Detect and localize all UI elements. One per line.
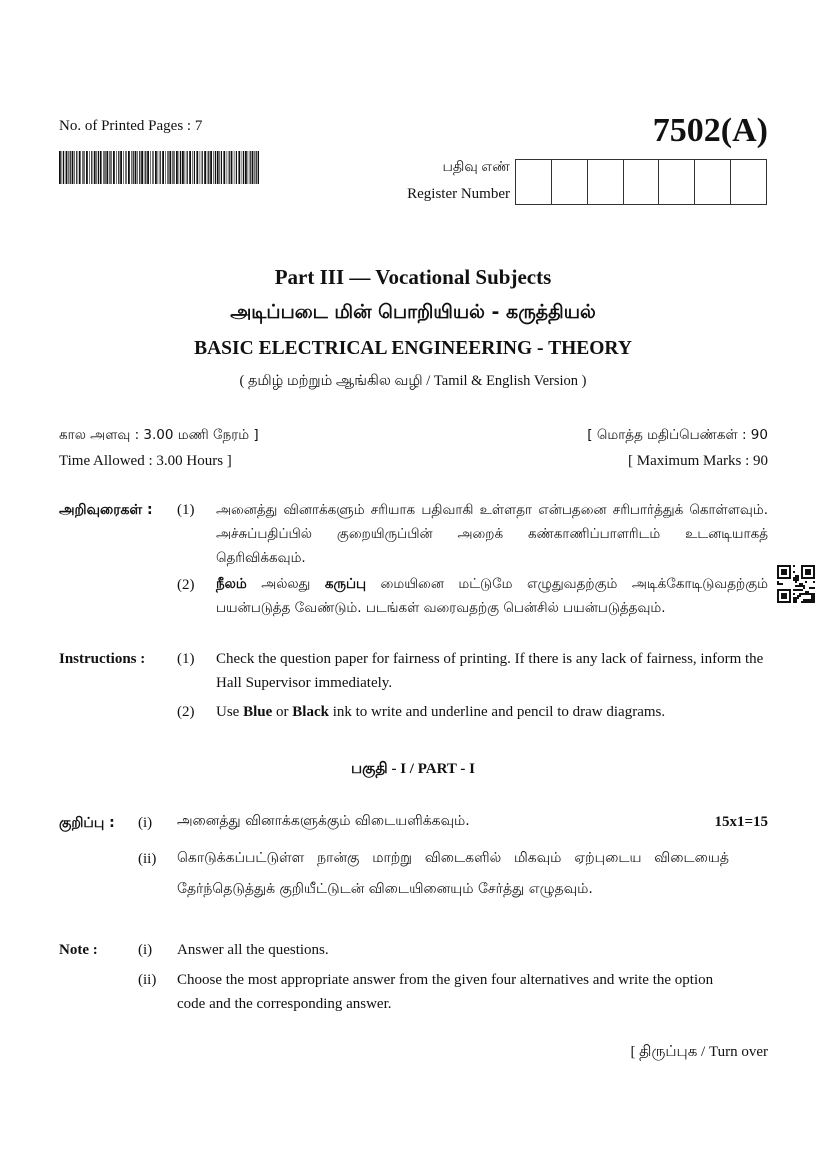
emphasis-black-tamil: கருப்பு: [324, 576, 367, 592]
emphasis-all-tamil: அனைத்து: [177, 813, 241, 829]
note-text-tamil-1: [177, 806, 729, 837]
maximum-marks: [ Maximum Marks : 90: [628, 453, 768, 469]
register-digit-box[interactable]: [695, 160, 731, 204]
printed-pages-count: No. of Printed Pages : 7: [59, 118, 203, 134]
text-fragment: மையினை மட்டுமே எழுதுவதற்கும் அடிக்கோடிடுவதற்கும் பயன்படுத்த வேண்டும். படங்கள் வரைவதற்கு பென்சில் பயன்படுத்தவும்.: [216, 576, 768, 616]
time-allowed-tamil: கால அளவு : 3.00 மணி நேரம் ]: [59, 427, 259, 443]
register-number-boxes[interactable]: [515, 159, 767, 205]
text-fragment: alternatives and write the option code and the corresponding answer.: [177, 972, 714, 1012]
part-title: Part III — Vocational Subjects: [274, 265, 552, 289]
instruction-number: (2): [177, 577, 195, 593]
instruction-text-1: Check the question paper for fairness of printing. If there is any lack of fairness, inform the Hall Supervisor immediately.: [216, 651, 764, 691]
text-fragment: Choose the most appropriate answer from the given: [177, 972, 492, 988]
register-digit-box[interactable]: [516, 160, 552, 204]
time-allowed: Time Allowed : 3.00 Hours ]: [59, 453, 232, 469]
text-fragment: the questions.: [242, 942, 329, 958]
note-text-1: [177, 938, 729, 962]
note-label: Note :: [59, 942, 98, 958]
text-fragment: ink to write and underline and pencil to draw diagrams.: [328, 704, 666, 720]
note-number: (i): [138, 815, 153, 831]
register-digit-box[interactable]: [731, 160, 766, 204]
note-text-2: [177, 968, 729, 1016]
register-number-label-tamil: பதிவு எண்: [442, 160, 510, 175]
turn-over-note: [ திருப்புக / Turn over: [630, 1044, 768, 1060]
subject-title-tamil: அடிப்படை மின் பொறியியல் - கருத்தியல்: [230, 301, 596, 323]
emphasis-blue-tamil: நீலம்: [216, 576, 247, 592]
note-number: (i): [138, 942, 153, 958]
note-text-tamil-2: [177, 843, 729, 905]
qr-code-icon: [777, 565, 815, 603]
register-digit-box[interactable]: [588, 160, 624, 204]
text-fragment: or: [272, 704, 293, 720]
text-fragment: அல்லது: [246, 576, 325, 592]
part-heading: பகுதி - I / PART - I: [351, 761, 475, 777]
note-label-tamil: குறிப்பு :: [59, 815, 115, 831]
text-fragment: Use: [216, 704, 244, 720]
barcode-icon: [59, 151, 259, 184]
instruction-number: (1): [177, 651, 195, 667]
text-fragment: கொடுக்கப்பட்டுள்ள: [177, 850, 318, 866]
instructions-label-tamil: அறிவுரைகள் :: [59, 502, 153, 518]
text-fragment: வினாக்களுக்கும் விடையளிக்கவும்.: [240, 813, 470, 829]
version-note: ( தமிழ் மற்றும் ஆங்கில வழி / Tamil & English Version ): [239, 373, 587, 389]
register-number-label: Register Number: [407, 186, 510, 202]
marks-scheme: 15x1=15: [714, 814, 768, 830]
note-number: (ii): [138, 972, 157, 988]
emphasis-black: Black: [292, 704, 329, 720]
emphasis-all: all: [227, 942, 243, 958]
instruction-number: (2): [177, 704, 195, 720]
register-digit-box[interactable]: [552, 160, 588, 204]
emphasis-four: four: [491, 972, 517, 988]
emphasis-four-tamil: நான்கு: [317, 850, 360, 866]
text-fragment: மாற்று விடைகளில் மிகவும் ஏற்புடைய விடையைத் தேர்ந்தெடுத்துக் குறியீட்டுடன் விடையினையும் சேர்த்து எழுதவும்.: [177, 850, 729, 897]
instruction-number: (1): [177, 502, 195, 518]
maximum-marks-tamil: [ மொத்த மதிப்பெண்கள் : 90: [587, 427, 768, 443]
register-digit-box[interactable]: [659, 160, 695, 204]
register-digit-box[interactable]: [624, 160, 660, 204]
subject-title: BASIC ELECTRICAL ENGINEERING - THEORY: [194, 338, 632, 359]
text-fragment: Answer: [177, 942, 228, 958]
paper-code: 7502(A): [652, 112, 768, 149]
instructions-label: Instructions :: [59, 651, 146, 667]
instruction-text-tamil-2: [216, 572, 768, 620]
note-number: (ii): [138, 851, 157, 867]
instruction-text-tamil-1: அனைத்து வினாக்களும் சரியாக பதிவாகி உள்ளதா என்பதனை சரிபார்த்துக் கொள்ளவும். அச்சுப்பதிப்பில் குறையிருப்பின் அறைக் கண்காணிப்பாளரிடம் உடனடியாகத் தெரிவிக்கவும்.: [216, 502, 768, 566]
instruction-text-2: [216, 700, 768, 724]
emphasis-blue: Blue: [243, 704, 273, 720]
